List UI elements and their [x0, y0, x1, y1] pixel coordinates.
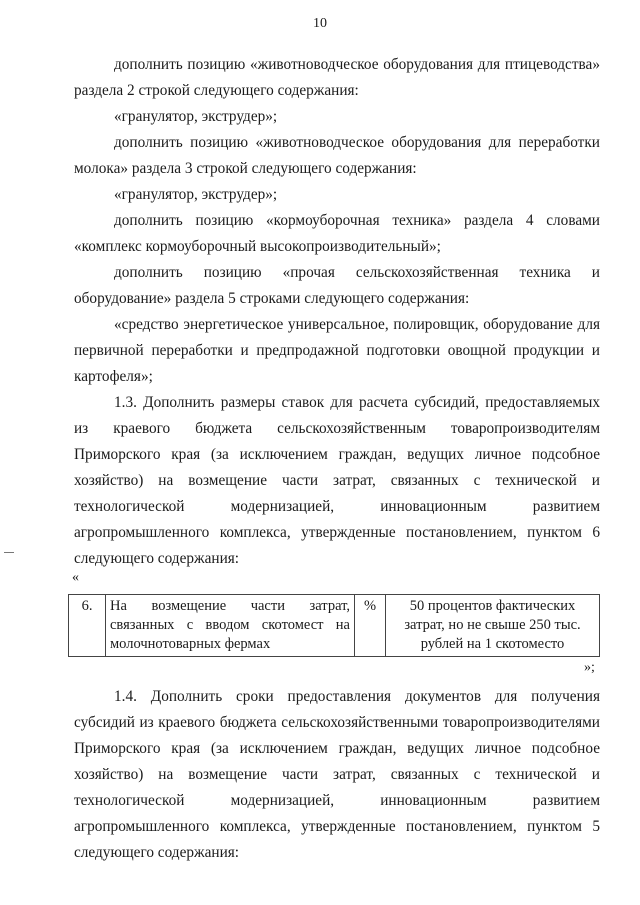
- table-cell-unit: %: [355, 595, 386, 657]
- paragraph-other-machinery: дополнить позицию «прочая сельскохозяйственная техника и оборудование» раздела 5 строками следующего содержания:: [74, 264, 600, 307]
- table-cell-description: На возмещение части затрат, связанных с вводом скотомест на молочнотоварных фермах: [106, 595, 355, 657]
- paragraph-energy-equipment: «средство энергетическое универсальное, полировщик, оборудование для первичной переработки и предпродажной подготовки овощной продукции и картофеля»;: [74, 316, 600, 385]
- table-row: [69, 595, 600, 657]
- paragraph-granulator-1: «гранулятор, экструдер»;: [114, 108, 278, 125]
- rate-table: [68, 594, 600, 657]
- paragraph-poultry: дополнить позицию «животноводческое оборудования для птицеводства» раздела 2 строкой следующего содержания:: [74, 56, 600, 99]
- quote-open: «: [72, 570, 79, 585]
- paragraph-1-4-deadlines: 1.4. Дополнить сроки предоставления документов для получения субсидий из краевого бюджета сельскохозяйственными товаропроизводителями Приморского края (за исключением граждан, ведущих личное подсобное хозяйство) на возмещение части затрат, связанных с технической и технологической модернизацией, инновационным развитием агропромышленного комплекса, утвержденные постановлением, пунктом 5 следующего содержания:: [74, 688, 600, 861]
- paragraph-milk-processing: дополнить позицию «животноводческое оборудования для переработки молока» раздела 3 строкой следующего содержания:: [74, 134, 600, 177]
- paragraph-granulator-2: «гранулятор, экструдер»;: [114, 186, 278, 203]
- margin-mark: [4, 552, 14, 553]
- quote-close: »;: [584, 660, 595, 675]
- table-cell-value: 50 процентов фактических затрат, но не свыше 250 тыс. рублей на 1 скотоместо: [386, 595, 600, 657]
- paragraph-forage-harvester: дополнить позицию «кормоуборочная техника» раздела 4 словами «комплекс кормоуборочный высокопроизводительный»;: [74, 212, 600, 255]
- table-cell-number: 6.: [69, 595, 106, 657]
- paragraph-1-3-rates: 1.3. Дополнить размеры ставок для расчета субсидий, предоставляемых из краевого бюджета сельскохозяйственным товаропроизводителям Приморского края (за исключением граждан, ведущих личное подсобное хозяйство) на возмещение части затрат, связанных с технической и технологической модернизацией, инновационным развитием агропромышленного комплекса, утвержденные постановлением, пунктом 6 следующего содержания:: [74, 394, 600, 567]
- page-number: 10: [313, 16, 327, 31]
